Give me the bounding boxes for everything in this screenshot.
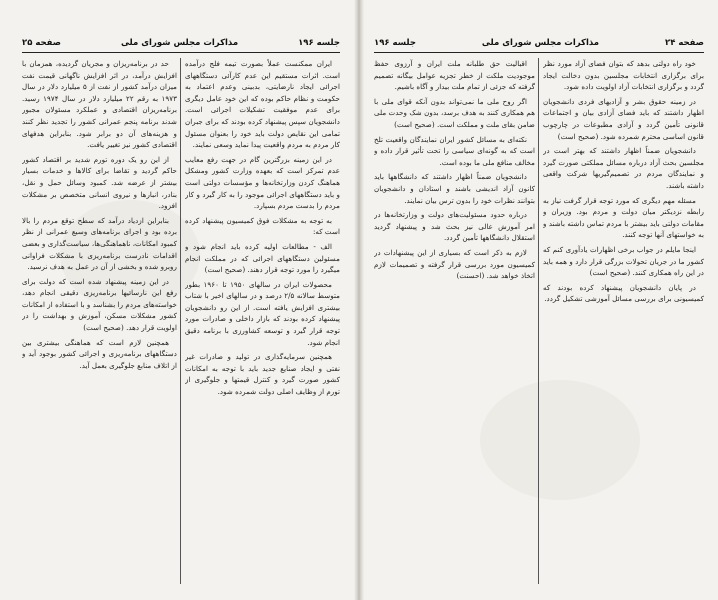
left-page-columns bbox=[22, 58, 340, 584]
right-page-columns bbox=[374, 58, 704, 584]
left-page-number: صفحه ۲۵ bbox=[22, 38, 61, 48]
left-page-left-column bbox=[22, 58, 177, 584]
paragraph: درباره حدود مسئولیت‌های دولت و وزارتخانه‌ها در امر آموزش عالی نیز بحث شد و پیشنهاد گردید استقلال دانشگاهها تأمین گردد. bbox=[374, 210, 535, 243]
paragraph: الف - مطالعات اولیه کرده باید انجام شود و مسئولین دستگاههای اجرائی که در مملکت انجام میگیرد را مورد توجه قرار دهند. (صحیح است) bbox=[185, 241, 340, 275]
left-session-number: جلسه ۱۹۶ bbox=[298, 38, 340, 48]
paragraph: بنابراین ازدیاد درآمد که سطح توقع مردم را بالا برده بود و اجرای برنامه‌های وسیع عمرانی از نظر کمبود امکانات، ناهماهنگی‌ها، سیاست‌گذاری و بعضی اقدامات نادرست برنامه‌ریزی با مشکلات فراوانی روبرو شده و بخشی از آن در عمل به هدف نرسید. bbox=[22, 215, 177, 272]
left-page-right-column bbox=[185, 58, 340, 584]
paragraph: اگر روح ملی ما نمی‌تواند بدون آنکه قوای ملی با هم همکاری کنند به هدف برسد، بدون شک وحدت ملی ضامن بقای ملت و مملکت است. (صحیح است) bbox=[374, 96, 535, 129]
paragraph: خود راه دولتی بدهد که بتوان فضای آزاد مورد نظر برای برگزاری انتخابات مجلسین بدون دخالت ایجاد گردد و برگزاری انتخابات آزاد اولویت داده شود. bbox=[543, 59, 704, 92]
right-page-title: مذاکرات مجلس شورای ملی bbox=[481, 38, 600, 48]
paragraph: مسئله مهم دیگری که مورد توجه قرار گرفت نیاز به رابطه نزدیکتر میان دولت و مردم بود. وزیران و مقامات دولتی باید بیشتر با مردم تماس داشته باشند و به خواستهای آنها توجه کنند. bbox=[543, 195, 704, 240]
paragraph: محصولات ایران در سالهای ۱۹۵۰ تا ۱۹۶۰ بطور متوسط سالانه ۲/۵ درصد و در سالهای اخیر با شتاب بیشتری افزایش یافته است. از این رو دانشجویان پیشنهاد کرده بودند که بازار داخلی و صادرات مورد توجه قرار گیرد و توسعه کشاورزی با برنامه دقیق انجام شود. bbox=[185, 279, 340, 347]
paragraph: از این رو یک دوره تورم شدید بر اقتصاد کشور حاکم گردید و تقاضا برای کالاها و خدمات بسیار بیشتر از عرضه شد. کمبود وسائل حمل و نقل، بنادر، انبارها و نیروی انسانی متخصص بر مشکلات افزود. bbox=[22, 154, 177, 211]
paragraph: در زمینه حقوق بشر و آزادیهای فردی دانشجویان اظهار داشتند که باید فضای آزادی بیان و اجتماعات قانونی تأمین گردد و آزادی مطبوعات در چارچوب قانون اساسی محترم شمرده شود. (صحیح است) bbox=[543, 96, 704, 141]
paragraph: اقبالیت حق طلبانه ملت ایران و آرزوی حفظ موجودیت ملکت از خطر تجزیه عوامل بیگانه تصمیم گرفته که جزئی از تمام ملت بیدار و آگاه باشیم. bbox=[374, 59, 535, 92]
right-page-right-column bbox=[543, 58, 704, 584]
right-page bbox=[362, 0, 718, 600]
paragraph: اینجا مایلم در جواب برخی اظهارات یادآوری کنم که کشور ما در جریان تحولات بزرگی قرار دارد و همه باید در این راه همکاری کنند. (صحیح است) bbox=[543, 244, 704, 278]
right-session-number: جلسه ۱۹۶ bbox=[374, 38, 416, 48]
paragraph: همچنین سرمایه‌گذاری در تولید و صادرات غیر نفتی و ایجاد صنایع جدید باید با توجه به امکانات کشور صورت گیرد و کنترل قیمتها و جلوگیری از تورم از وظایف اصلی دولت شمرده شود. bbox=[185, 352, 340, 397]
paragraph: در این زمینه پیشنهاد شده است که دولت برای رفع این نارسائیها برنامه‌ریزی دقیقی انجام دهد، خواسته‌های مردم را بشناسد و با استفاده از امکانات کشور مشکلات مسکن، آموزش و بهداشت را در اولویت قرار دهد. (صحیح است) bbox=[22, 276, 177, 333]
paragraph: در پایان دانشجویان پیشنهاد کرده بودند که کمیسیونی برای بررسی مسائل آموزشی تشکیل گردد. bbox=[543, 282, 704, 304]
paragraph: حد در برنامه‌ریزان و مجریان گردیده، همزمان با افزایش درآمد، در اثر افزایش ناگهانی قیمت نفت میزان درآمد کشور از نفت از ۵ میلیارد دلار در سال ۱۹۷۳ به رقم ۲۲ میلیارد دلار در سال ۱۹۷۴ رسید. برنامه‌ریزان اقتصادی و عملکرد مسئولان مجبور شدند برنامه پنجم عمرانی کشور را تجدید نظر کنند و هزینه‌های آن دو برابر شود. بنابراین هدفهای اقتصادی کشور نیز تغییر یافت. bbox=[22, 59, 177, 150]
paragraph: همچنین لازم است که هماهنگی بیشتری بین دستگاههای برنامه‌ریزی و اجرائی کشور بوجود آید و از اتلاف منابع جلوگیری بعمل آید. bbox=[22, 337, 177, 370]
left-page-header bbox=[22, 34, 340, 53]
left-page bbox=[0, 0, 356, 600]
right-page-left-column bbox=[374, 58, 535, 584]
paragraph: دانشجویان ضمناً اظهار داشتند که بهتر است در مجلسین بحث آزاد درباره مسائل مملکتی صورت گیرد و نمایندگان مردم در تصمیم‌گیریها شرکت واقعی داشته باشند. bbox=[543, 146, 704, 190]
paragraph: به توجه به مشکلات فوق کمیسیون پیشنهاد کرده است که: bbox=[185, 215, 340, 237]
right-page-number: صفحه ۲۴ bbox=[665, 38, 704, 48]
left-page-title: مذاکرات مجلس شورای ملی bbox=[120, 38, 239, 48]
paragraph: ایران ممکنست عملاً بصورت تیمه فلج درآمده است. اثرات مستقیم این عدم کارآئی دستگاههای اجرائی ایجاد نارضایتی، بدبینی وعدم اعتماد به حکومت و نظام حاکم بوده که این خود عامل دیگری برای عدم موفقیت تشکیلات اجرائی است. دانشجویان سپس پیشنهاد کرده بودند که برای جبران تمامی این نقایص دولت باید خود را بعنوان مسئول کار مردم به مردم واقعیت پیدا نماید وسعی نمایند. bbox=[185, 59, 340, 150]
right-page-header bbox=[374, 34, 704, 53]
paragraph: در این زمینه بزرگترین گام در جهت رفع معایب عدم تمرکز است که بعهده وزارت کشور ومشکل هماهنگ کردن وزارتخانه‌ها و مؤسسات دولتی است و باید دستگاههای اجرائی موجود را به کار گیرد و کار مردم را بدست مردم بسپارد. bbox=[185, 154, 340, 211]
paragraph: لازم به ذکر است که بسیاری از این پیشنهادات در کمیسیون مورد بررسی قرار گرفته و تصمیمات لازم اتخاذ خواهد شد. (احسنت) bbox=[374, 247, 535, 281]
paragraph: دانشجویان ضمناً اظهار داشتند که دانشگاهها باید کانون آزاد اندیشی باشند و استادان و دانشجویان بتوانند نظرات خود را بدون ترس بیان نمایند. bbox=[374, 172, 535, 205]
paragraph: نکته‌ای به مسائل کشور ایران نمایندگان واقعیت تلخ است که به گونه‌ای سیاسی را تحت تأثیر قرار داده و مخالف منافع ملی ما بوده است. bbox=[374, 134, 535, 167]
